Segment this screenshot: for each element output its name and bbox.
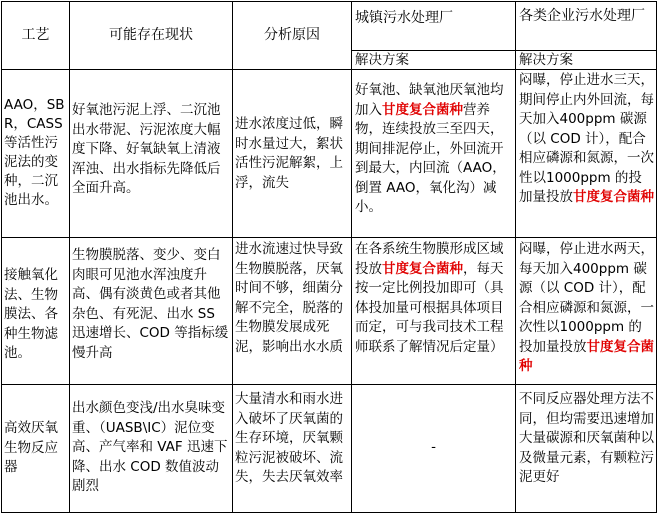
header-solution-enterprise (516, 51, 656, 69)
header-process (2, 2, 69, 69)
row3-municipal (352, 438, 515, 458)
row1-reason-text: 进水浓度过低，瞬时水量过大，絮状活性污泥解絮，上浮，流失 (235, 116, 343, 191)
row1-status (70, 101, 232, 237)
header-process-label: 工艺 (21, 26, 50, 43)
header-solution-enterprise-label: 解决方案 (519, 52, 573, 68)
row3-reason-text: 大量清水和雨水进入破坏了厌氧菌的生存环境，厌氧颗粒污泥被破坏、流失，失去厌氧效率 (235, 391, 343, 485)
product-name-highlight: 甘度复合菌种 (382, 260, 463, 277)
row2-reason-text: 进水流速过快导致生物膜脱落，厌氧时间不够，细菌分解不完全，脱落的生物膜发展成死泥，影响出水水质 (235, 241, 343, 355)
header-status (70, 2, 232, 69)
header-reason (233, 2, 351, 69)
row1-status-text: 好氧池污泥上浮、二沉池出水带泥、污泥浓度大幅度下降、好氧缺氧上清液浑浊、出水指标先降低后全面升高。 (72, 102, 221, 196)
row2-process-text: 接触氧化法、生物膜法、各种生物滤池。 (4, 267, 58, 361)
header-enterprise (516, 3, 656, 50)
row2-municipal (352, 240, 515, 384)
table-border-bottom (1, 512, 657, 513)
row3-status (70, 399, 232, 512)
row3-process (2, 419, 69, 512)
row3-process-text: 高效厌氧生物反应器 (4, 420, 58, 475)
table-border-right (656, 1, 657, 513)
header-solution-municipal (352, 51, 515, 69)
row2-enterprise (516, 240, 656, 384)
row3-status-text: 出水颜色变浅/出水臭味变重、（UASB\IC）泥位变高、产气率和 VAF 迅速下降、出水 COD 数值波动剧烈 (72, 400, 228, 494)
header-reason-label: 分析原因 (264, 26, 320, 43)
row-divider-3 (1, 384, 657, 385)
remediation-table (1, 1, 657, 513)
row3-reason (233, 390, 351, 512)
header-enterprise-label: 各类企业污水处理厂 (519, 8, 645, 24)
row2-process (2, 266, 69, 384)
header-municipal-label: 城镇污水处理厂 (355, 10, 453, 26)
row2-enterprise-text-a: 闷曝，停止进水两天，每天加入400ppm 碳源（以 COD 计），配合相应磷源和氮源，一次性以1000ppm 的投加量投放 (519, 241, 654, 355)
row1-municipal (352, 81, 515, 237)
row1-enterprise (516, 71, 656, 237)
row2-status-text: 生物膜脱落、变少、变白肉眼可见池水浑浊度升高、偶有淡黄色或者其他杂色、有死泥、出水 SS 迅速增长、COD 等指标缓慢升高 (72, 247, 229, 361)
row-divider-1 (1, 69, 657, 70)
header-status-label: 可能存在现状 (109, 26, 193, 43)
row3-municipal-dash: - (431, 439, 436, 455)
row3-enterprise (516, 390, 656, 512)
row-divider-2 (1, 237, 657, 238)
row2-municipal-text-a: 在各系统生物膜形成区域投放 (355, 241, 504, 277)
product-name-highlight: 甘度复合菌种 (519, 338, 654, 374)
row2-status (70, 246, 232, 384)
row2-municipal-text-b: ，每天按一定比例投加即可（具体投加量可根据具体项目而定，可与我司技术工程师联系了解情况后定量） (355, 260, 504, 355)
header-municipal (352, 3, 515, 50)
row1-reason (233, 115, 351, 237)
product-name-highlight: 甘度复合菌种 (382, 101, 463, 118)
row2-reason (233, 240, 351, 384)
row1-municipal-text-a: 好氧池、缺氧池厌氧池均加入 (355, 82, 504, 118)
row1-municipal-text-b: 营养物，连续投放三至四天，期间排泥停止，外回流开到最大，内回流（AAO，倒置 AAO，氧化沟）减小。 (355, 101, 506, 215)
header-solution-municipal-label: 解决方案 (355, 52, 409, 68)
row3-enterprise-text: 不同反应器处理方法不同，但均需要迅速增加大量碳源和厌氧菌种以及微量元素，有颗粒污泥更好 (519, 391, 654, 485)
row1-enterprise-text-a: 闷曝，停止进水三天，期间停止内外回流，每天加入400ppm 碳源（以 COD 计），配合相应磷源和氮源，一次性以1000ppm 的投加量投放 (519, 72, 654, 205)
product-name-highlight: 甘度复合菌种 (573, 189, 654, 205)
row1-process-text: AAO，SBR，CASS 等活性污泥法的变种，二沉池出水。 (4, 97, 65, 208)
row1-process (2, 96, 69, 237)
